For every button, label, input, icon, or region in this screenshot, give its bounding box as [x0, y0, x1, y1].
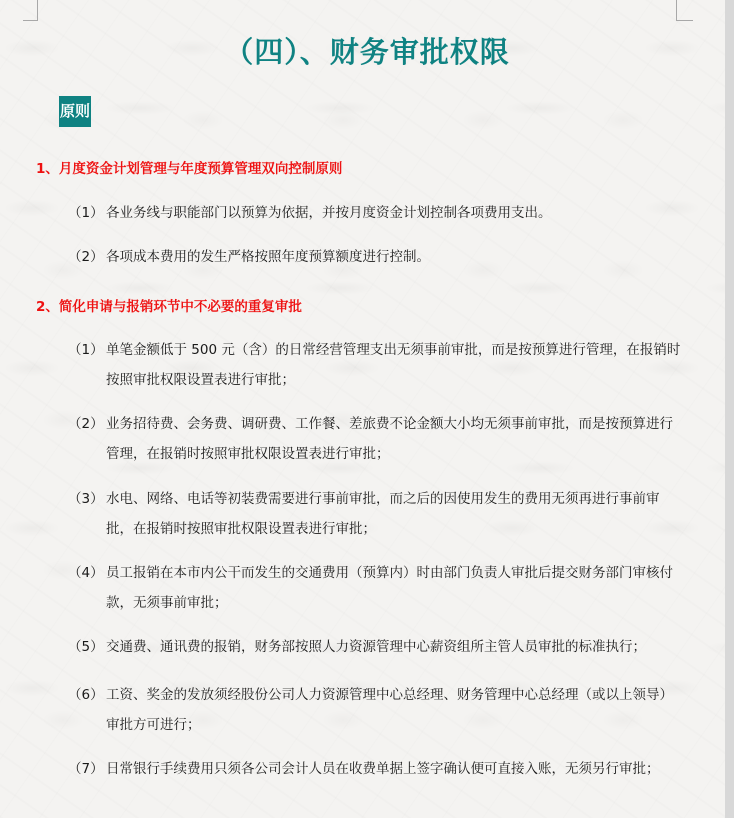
- item-text: 单笔金额低于 500 元（含）的日常经营管理支出无须事前审批，而是按预算进行管理，在报销时按照审批权限设置表进行审批；: [106, 342, 681, 388]
- item-number: （5）: [68, 639, 104, 655]
- item-number: （6）: [68, 687, 104, 703]
- item-text: 各项成本费用的发生严格按照年度预算额度进行控制。: [106, 249, 430, 265]
- item-text: 日常银行手续费用只须各公司会计人员在收费单据上签字确认便可直接入账，无须另行审批；: [106, 761, 660, 777]
- item-number: （2）: [68, 249, 104, 265]
- item-number: （3）: [68, 491, 104, 507]
- item-number: （2）: [68, 416, 104, 432]
- section-heading-2: 2、简化申请与报销环节中不必要的重复审批: [36, 299, 302, 315]
- item-text: 工资、奖金的发放须经股份公司人力资源管理中心总经理、财务管理中心总经理（或以上领导）审批方可进行；: [106, 687, 673, 733]
- item-text: 业务招待费、会务费、调研费、工作餐、差旅费不论金额大小均无须事前审批，而是按预算进行管理，在报销时按照审批权限设置表进行审批；: [106, 416, 673, 462]
- section-heading-1: 1、月度资金计划管理与年度预算管理双向控制原则: [36, 161, 343, 177]
- item-number: （7）: [68, 761, 104, 777]
- item-text: 员工报销在本市内公干而发生的交通费用（预算内）时由部门负责人审批后提交财务部门审核付款，无须事前审批；: [106, 565, 673, 611]
- page-title: （四）、财务审批权限: [224, 35, 510, 69]
- item-number: （1）: [68, 205, 104, 221]
- item-number: （4）: [68, 565, 104, 581]
- section-tag: 原则: [59, 96, 91, 127]
- crop-mark-top-left: [23, 0, 38, 21]
- item-text: 交通费、通讯费的报销，财务部按照人力资源管理中心薪资组所主管人员审批的标准执行；: [106, 639, 646, 655]
- item-text: 各业务线与职能部门以预算为依据，并按月度资金计划控制各项费用支出。: [106, 205, 552, 221]
- item-text: 水电、网络、电话等初装费需要进行事前审批，而之后的因使用发生的费用无须再进行事前审批，在报销时按照审批权限设置表进行审批；: [106, 491, 660, 537]
- crop-mark-top-right: [676, 0, 693, 21]
- item-number: （1）: [68, 342, 104, 358]
